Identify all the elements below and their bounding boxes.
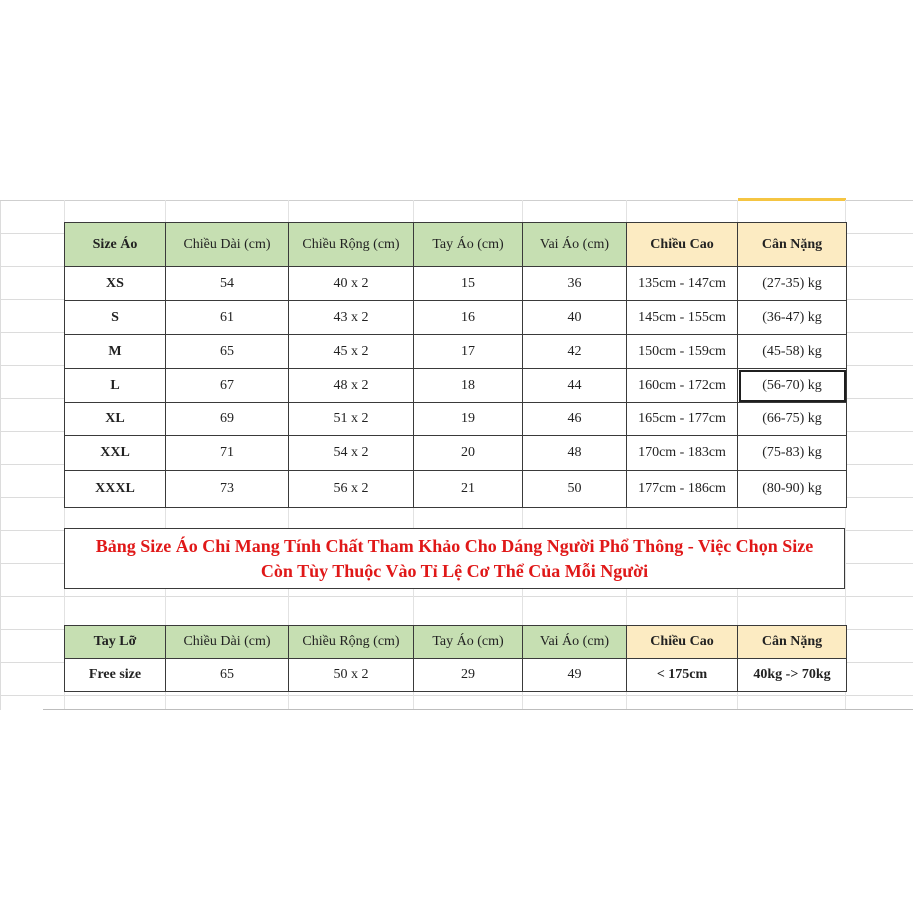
table-cell[interactable]: 67 xyxy=(166,369,289,403)
header-cell[interactable]: Size Áo xyxy=(65,223,166,267)
table-cell[interactable]: 40kg -> 70kg xyxy=(738,659,847,692)
table-row xyxy=(65,301,847,335)
table-cell[interactable]: 29 xyxy=(414,659,523,692)
disclaimer-note[interactable] xyxy=(64,528,845,589)
header-cell[interactable]: Tay Lỡ xyxy=(65,626,166,659)
free-size-table xyxy=(64,625,847,692)
table-cell[interactable]: (36-47) kg xyxy=(738,301,847,335)
table-row xyxy=(65,436,847,471)
table-cell[interactable]: 43 x 2 xyxy=(289,301,414,335)
table-cell[interactable]: 73 xyxy=(166,471,289,508)
header-cell[interactable]: Vai Áo (cm) xyxy=(523,626,627,659)
table-cell[interactable]: 160cm - 172cm xyxy=(627,369,738,403)
table-cell[interactable]: 50 xyxy=(523,471,627,508)
table-cell[interactable]: S xyxy=(65,301,166,335)
table-cell[interactable]: 135cm - 147cm xyxy=(627,267,738,301)
table-cell[interactable]: (80-90) kg xyxy=(738,471,847,508)
note-line-2: Còn Tùy Thuộc Vào Tỉ Lệ Cơ Thể Của Mỗi Người xyxy=(260,560,649,581)
table-cell[interactable]: 51 x 2 xyxy=(289,403,414,436)
table-cell[interactable]: M xyxy=(65,335,166,369)
table-cell[interactable]: 69 xyxy=(166,403,289,436)
table-cell[interactable]: 42 xyxy=(523,335,627,369)
selected-cell[interactable] xyxy=(738,369,847,403)
table-cell[interactable]: 17 xyxy=(414,335,523,369)
header-cell[interactable]: Cân Nặng xyxy=(738,626,847,659)
table-cell[interactable]: 65 xyxy=(166,659,289,692)
table-cell[interactable]: 145cm - 155cm xyxy=(627,301,738,335)
table-cell[interactable]: 150cm - 159cm xyxy=(627,335,738,369)
table-cell[interactable]: (75-83) kg xyxy=(738,436,847,471)
table-cell[interactable]: 40 xyxy=(523,301,627,335)
table-cell[interactable]: 21 xyxy=(414,471,523,508)
table-row xyxy=(65,403,847,436)
table-cell[interactable]: 54 xyxy=(166,267,289,301)
table-cell[interactable]: 165cm - 177cm xyxy=(627,403,738,436)
size-table xyxy=(64,222,847,508)
header-cell[interactable]: Chiều Cao xyxy=(627,223,738,267)
header-cell[interactable]: Tay Áo (cm) xyxy=(414,626,523,659)
table-cell[interactable]: 18 xyxy=(414,369,523,403)
table-cell[interactable]: XL xyxy=(65,403,166,436)
table-header-row xyxy=(65,626,847,659)
table-row xyxy=(65,369,847,403)
table-cell[interactable]: 36 xyxy=(523,267,627,301)
header-cell[interactable]: Cân Nặng xyxy=(738,223,847,267)
column-selection-accent xyxy=(738,198,846,201)
table-cell[interactable]: (45-58) kg xyxy=(738,335,847,369)
table-cell[interactable]: 20 xyxy=(414,436,523,471)
header-cell[interactable]: Chiều Rộng (cm) xyxy=(289,223,414,267)
table-cell[interactable]: XS xyxy=(65,267,166,301)
header-cell[interactable]: Chiều Dài (cm) xyxy=(166,223,289,267)
header-cell[interactable]: Vai Áo (cm) xyxy=(523,223,627,267)
cell-text: (56-70) kg xyxy=(762,377,822,393)
table-cell[interactable]: 170cm - 183cm xyxy=(627,436,738,471)
table-cell[interactable]: 56 x 2 xyxy=(289,471,414,508)
table-cell[interactable]: 19 xyxy=(414,403,523,436)
header-cell[interactable]: Chiều Cao xyxy=(627,626,738,659)
table-cell[interactable]: 48 x 2 xyxy=(289,369,414,403)
table-cell[interactable]: XXL xyxy=(65,436,166,471)
header-cell[interactable]: Chiều Dài (cm) xyxy=(166,626,289,659)
table-row xyxy=(65,471,847,508)
note-line-1: Bảng Size Áo Chỉ Mang Tính Chất Tham Khảo Cho Dáng Người Phổ Thông - Việc Chọn Size xyxy=(95,535,814,556)
table-cell[interactable]: 177cm - 186cm xyxy=(627,471,738,508)
table-row xyxy=(65,267,847,301)
sheet-bottom-border xyxy=(43,709,913,710)
table-cell[interactable]: (66-75) kg xyxy=(738,403,847,436)
table-cell[interactable]: 45 x 2 xyxy=(289,335,414,369)
table-cell[interactable]: Free size xyxy=(65,659,166,692)
table-row xyxy=(65,659,847,692)
table-cell[interactable]: 65 xyxy=(166,335,289,369)
table-cell[interactable]: L xyxy=(65,369,166,403)
table-cell[interactable]: 15 xyxy=(414,267,523,301)
table-cell[interactable]: (27-35) kg xyxy=(738,267,847,301)
fill-handle[interactable] xyxy=(844,400,847,403)
table-cell[interactable]: 40 x 2 xyxy=(289,267,414,301)
table-cell[interactable]: 16 xyxy=(414,301,523,335)
table-cell[interactable]: 49 xyxy=(523,659,627,692)
table-cell[interactable]: 48 xyxy=(523,436,627,471)
table-cell[interactable]: < 175cm xyxy=(627,659,738,692)
header-cell[interactable]: Chiều Rộng (cm) xyxy=(289,626,414,659)
table-cell[interactable]: 44 xyxy=(523,369,627,403)
table-header-row xyxy=(65,223,847,267)
table-cell[interactable]: 61 xyxy=(166,301,289,335)
header-cell[interactable]: Tay Áo (cm) xyxy=(414,223,523,267)
table-cell[interactable]: 50 x 2 xyxy=(289,659,414,692)
table-cell[interactable]: 54 x 2 xyxy=(289,436,414,471)
table-cell[interactable]: XXXL xyxy=(65,471,166,508)
table-cell[interactable]: 46 xyxy=(523,403,627,436)
table-cell[interactable]: 71 xyxy=(166,436,289,471)
table-row xyxy=(65,335,847,369)
